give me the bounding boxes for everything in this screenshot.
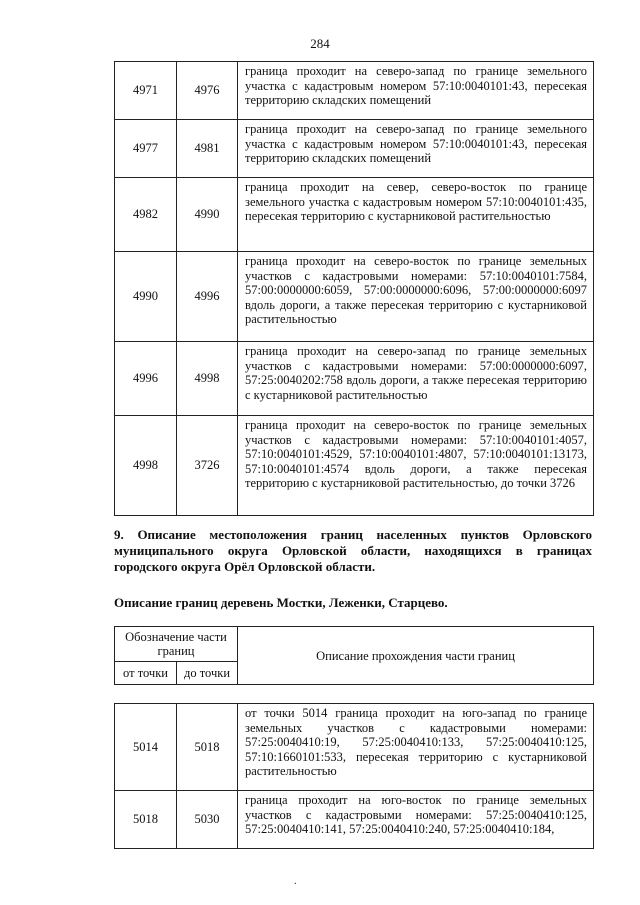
description-cell: граница проходит на северо-восток по границе земельных участков с кадастровыми номерами: 57:10:0040101:7584, 57:00:0000000:6059, 57:00:0000000:6096, 57:00:0000000:6097 вдоль дороги, а также пересекая территорию с кустарниковой растительностью	[238, 252, 594, 342]
description-cell: граница проходит на северо-восток по границе земельных участков с кадастровыми номерами: 57:10:0040101:4057, 57:10:0040101:4529, 57:10:0040101:4807, 57:10:0040101:13173, 57:10:0040101:4574 вдоль дороги, а также пересекая территорию с кустарниковой растительностью, до точки 3726	[238, 416, 594, 516]
designation-header: Обозначение части границ	[115, 627, 238, 662]
page-number: 284	[310, 36, 330, 51]
description-cell: граница проходит на северо-запад по границе земельных участков с кадастровыми номерами: 57:00:0000000:6097, 57:25:0040202:758 вдоль дороги, а также пересекая территорию с кустарниковой растительностью	[238, 342, 594, 416]
boundary-table-top	[114, 61, 594, 516]
description-cell: от точки 5014 граница проходит на юго-запад по границе земельных участков с кадастровыми номерами: 57:25:0040410:19, 57:25:0040410:133, 57:25:0040410:125, 57:10:1660101:533, пересекая территорию с кустарниковой растительностью	[238, 704, 594, 791]
to-point-cell: 3726	[177, 416, 238, 516]
table-row	[115, 791, 594, 849]
to-point-cell: 4976	[177, 62, 238, 120]
to-point-cell: 5030	[177, 791, 238, 849]
table-row	[115, 178, 594, 252]
table-row	[115, 252, 594, 342]
table-row	[115, 62, 594, 120]
from-point-cell: 4971	[115, 62, 177, 120]
header-row	[115, 627, 594, 662]
description-cell: граница проходит на юго-восток по границе земельных участков с кадастровыми номерами: 57:25:0040410:125, 57:25:0040410:141, 57:25:0040410:240, 57:25:0040410:184,	[238, 791, 594, 849]
description-cell: граница проходит на север, северо-восток по границе земельного участка с кадастровым номером 57:10:0040101:435, пересекая территорию с кустарниковой растительностью	[238, 178, 594, 252]
from-point-cell: 5018	[115, 791, 177, 849]
to-point-cell: 4990	[177, 178, 238, 252]
to-point-cell: 4996	[177, 252, 238, 342]
from-point-cell: 5014	[115, 704, 177, 791]
to-point-cell: 4998	[177, 342, 238, 416]
table-row	[115, 342, 594, 416]
from-point-cell: 4998	[115, 416, 177, 516]
description-header: Описание прохождения части границ	[238, 627, 594, 685]
from-point-cell: 4996	[115, 342, 177, 416]
table-row	[115, 120, 594, 178]
table-row	[115, 416, 594, 516]
column-header-table	[114, 626, 594, 685]
footer-mark: .	[294, 876, 297, 887]
section-subheading: Описание границ деревень Мостки, Леженки, Старцево.	[114, 595, 448, 610]
from-point-cell: 4990	[115, 252, 177, 342]
to-point-header: до точки	[177, 662, 238, 685]
description-cell: граница проходит на северо-запад по границе земельного участка с кадастровым номером 57:10:0040101:43, пересекая территорию складских помещений	[238, 120, 594, 178]
to-point-cell: 4981	[177, 120, 238, 178]
boundary-table-bottom	[114, 703, 594, 849]
section-heading: 9. Описание местоположения границ населенных пунктов Орловского муниципального округа Орловской области, находящихся в границах городского округа Орёл Орловской области.	[114, 527, 592, 574]
from-point-cell: 4982	[115, 178, 177, 252]
description-cell: граница проходит на северо-запад по границе земельного участка с кадастровым номером 57:10:0040101:43, пересекая территорию складских помещений	[238, 62, 594, 120]
table-row	[115, 704, 594, 791]
from-point-header: от точки	[115, 662, 177, 685]
to-point-cell: 5018	[177, 704, 238, 791]
from-point-cell: 4977	[115, 120, 177, 178]
